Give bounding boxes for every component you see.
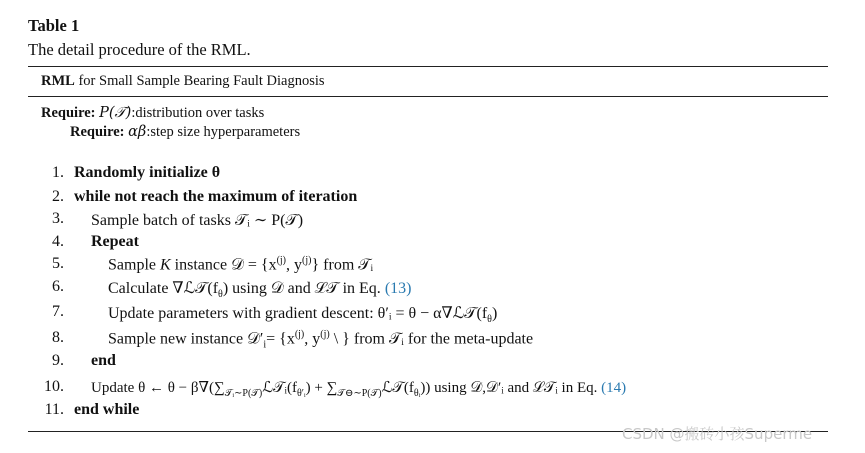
step-number: 4. [52, 233, 64, 250]
step-number: 11. [44, 401, 64, 418]
step-text: end while [74, 401, 140, 418]
step-number: 9. [52, 352, 64, 369]
step-number: 5. [52, 255, 64, 272]
step-text: Randomly initialize θ [74, 164, 221, 181]
step-text: Sample new instance $𝒟'_i= \{x^{(j)}$, $y^{(j)}$ \ } from 𝒯ᵢ for the meta-update [108, 329, 534, 351]
require-line-2 [70, 124, 300, 141]
step-number: 2. [52, 188, 64, 205]
step-number: 8. [52, 329, 64, 346]
equation-link[interactable]: (13) [384, 280, 412, 297]
algorithm-name: RML [41, 73, 75, 89]
step-text: Update parameters with gradient descent: θ′ᵢ = $\theta - \alpha\nabla ℒ𝒯(f_\theta)$ [108, 305, 498, 326]
watermark: CSDN @搬砖小孩Superme [622, 425, 813, 443]
algorithm-title: for Small Sample Bearing Fault Diagnosis [74, 73, 325, 89]
top-rule [28, 66, 828, 67]
require-math: P(𝒯) [99, 105, 132, 121]
header-rule [28, 96, 828, 97]
require-text: :step size hyperparameters [146, 124, 301, 140]
step-number: 3. [52, 210, 64, 227]
equation-link[interactable]: (14) [601, 380, 627, 396]
algorithm-header [41, 73, 325, 90]
step-text: Calculate $\nabla ℒ𝒯(f_\theta)$ using 𝒟 and ℒ𝒯 in Eq. (13) [108, 280, 412, 301]
step-number: 6. [52, 278, 64, 295]
table-label: Table 1 [28, 16, 80, 35]
step-text: Repeat [91, 233, 139, 250]
step-text: Sample K instance 𝒟 = {$x^{(j)}$, $y^{(j)}$} from 𝒯ᵢ [108, 255, 374, 274]
require-label: Require: [70, 124, 125, 140]
step-number: 1. [52, 164, 64, 181]
require-text: :distribution over tasks [131, 105, 265, 121]
require-label: Require: [41, 105, 96, 121]
step-text: while not reach the maximum of iteration [74, 188, 358, 205]
step-text: end [91, 352, 116, 369]
require-line-1 [41, 105, 264, 122]
step-number: 7. [52, 303, 64, 320]
step-text: Update θ ← $\theta - \beta\nabla(\sum_{𝒯ᵢ\sim P(𝒯)}ℒ𝒯ᵢ(f_{\theta'ᵢ})$ + $\sum_{𝒯⊖\sim P(𝒯)}ℒ𝒯(f_{\theta ᵢ})$) using 𝒟,𝒟′ᵢ and ℒ𝒯ᵢ in Eq. (14) [91, 380, 627, 399]
step-text: Sample batch of tasks 𝒯ᵢ ∼ P(𝒯) [91, 212, 304, 229]
table-caption: The detail procedure of the RML. [28, 40, 251, 59]
step-number: 10. [44, 378, 64, 395]
require-math: αβ [128, 124, 147, 140]
